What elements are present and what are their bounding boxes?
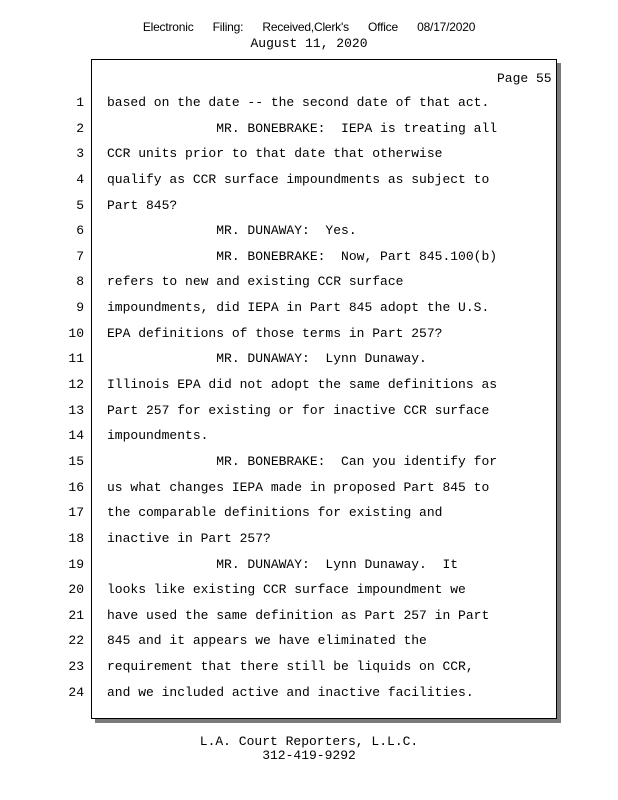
filing-word-1: Electronic bbox=[142, 20, 194, 34]
line-text: inactive in Part 257? bbox=[107, 530, 271, 546]
line-text: MR. DUNAWAY: Yes. bbox=[107, 223, 357, 239]
line-text: MR. DUNAWAY: Lynn Dunaway. bbox=[107, 351, 427, 367]
line-number: 16 bbox=[68, 479, 84, 495]
line-text: impoundments. bbox=[107, 428, 209, 444]
line-text: impoundments, did IEPA in Part 845 adopt the U.S. bbox=[107, 300, 490, 316]
line-number: 3 bbox=[76, 146, 84, 162]
transcript-line bbox=[0, 269, 618, 295]
transcript-line bbox=[0, 680, 618, 706]
line-number: 17 bbox=[68, 505, 84, 521]
line-number: 5 bbox=[76, 197, 84, 213]
transcript-line bbox=[0, 577, 618, 603]
line-number: 2 bbox=[76, 120, 84, 136]
transcript-line bbox=[0, 398, 618, 424]
reporter-company: L.A. Court Reporters, L.L.C. bbox=[199, 734, 419, 749]
line-number: 9 bbox=[76, 300, 84, 316]
line-number: 24 bbox=[68, 684, 84, 700]
line-number: 21 bbox=[68, 607, 84, 623]
line-number: 10 bbox=[68, 325, 84, 341]
transcript-line bbox=[0, 244, 618, 270]
line-number: 7 bbox=[76, 248, 84, 264]
line-text: and we included active and inactive facilities. bbox=[107, 684, 474, 700]
line-text: EPA definitions of those terms in Part 257? bbox=[107, 325, 443, 341]
line-text: MR. BONEBRAKE: Can you identify for bbox=[107, 453, 498, 469]
line-number: 18 bbox=[68, 530, 84, 546]
line-text: CCR units prior to that date that otherwise bbox=[107, 146, 443, 162]
transcript-lines bbox=[0, 90, 618, 705]
transcript-line bbox=[0, 628, 618, 654]
filing-word-5: 08/17/2020 bbox=[417, 20, 476, 34]
transcript-line bbox=[0, 526, 618, 552]
transcript-line bbox=[0, 193, 618, 219]
transcript-line bbox=[0, 423, 618, 449]
line-number: 13 bbox=[68, 402, 84, 418]
transcript-line bbox=[0, 116, 618, 142]
line-text: Illinois EPA did not adopt the same definitions as bbox=[107, 377, 498, 393]
line-text: MR. DUNAWAY: Lynn Dunaway. It bbox=[107, 556, 459, 572]
line-number: 4 bbox=[76, 171, 84, 187]
transcript-line bbox=[0, 167, 618, 193]
filing-word-3: Received,Clerk's bbox=[262, 20, 349, 34]
line-number: 12 bbox=[68, 377, 84, 393]
line-number: 8 bbox=[76, 274, 84, 290]
line-text: requirement that there still be liquids on CCR, bbox=[107, 659, 474, 675]
line-text: 845 and it appears we have eliminated the bbox=[107, 633, 427, 649]
line-number: 11 bbox=[68, 351, 84, 367]
line-text: Part 845? bbox=[107, 197, 178, 213]
transcript-line bbox=[0, 500, 618, 526]
line-number: 15 bbox=[68, 453, 84, 469]
line-number: 14 bbox=[68, 428, 84, 444]
transcript-line bbox=[0, 218, 618, 244]
transcript-line bbox=[0, 346, 618, 372]
filing-word-2: Filing: bbox=[212, 20, 244, 34]
line-text: based on the date -- the second date of that act. bbox=[107, 95, 490, 110]
line-number: 19 bbox=[68, 556, 84, 572]
line-text: refers to new and existing CCR surface bbox=[107, 274, 404, 290]
line-text: have used the same definition as Part 257 in Part bbox=[107, 607, 490, 623]
line-text: us what changes IEPA made in proposed Part 845 to bbox=[107, 479, 490, 495]
transcript-line bbox=[0, 603, 618, 629]
line-number: 6 bbox=[76, 223, 84, 239]
filing-word-4: Office bbox=[368, 20, 398, 34]
transcript-line bbox=[0, 295, 618, 321]
line-number: 1 bbox=[76, 95, 84, 110]
line-text: qualify as CCR surface impoundments as subject to bbox=[107, 171, 490, 187]
transcript-line bbox=[0, 654, 618, 680]
page-number: Page 55 bbox=[497, 71, 552, 86]
line-text: MR. BONEBRAKE: Now, Part 845.100(b) bbox=[107, 248, 498, 264]
transcript-line bbox=[0, 552, 618, 578]
line-number: 20 bbox=[68, 582, 84, 598]
transcript-line bbox=[0, 475, 618, 501]
transcript-line bbox=[0, 90, 618, 116]
transcript-line bbox=[0, 141, 618, 167]
hearing-date: August 11, 2020 bbox=[250, 36, 368, 51]
line-text: the comparable definitions for existing and bbox=[107, 505, 443, 521]
line-number: 23 bbox=[68, 659, 84, 675]
filing-stamp bbox=[0, 20, 618, 34]
line-text: looks like existing CCR surface impoundment we bbox=[107, 582, 466, 598]
reporter-phone: 312-419-9292 bbox=[262, 748, 356, 763]
line-number: 22 bbox=[68, 633, 84, 649]
transcript-line bbox=[0, 321, 618, 347]
line-text: Part 257 for existing or for inactive CCR surface bbox=[107, 402, 490, 418]
transcript-line bbox=[0, 449, 618, 475]
transcript-line bbox=[0, 372, 618, 398]
line-text: MR. BONEBRAKE: IEPA is treating all bbox=[107, 120, 498, 136]
